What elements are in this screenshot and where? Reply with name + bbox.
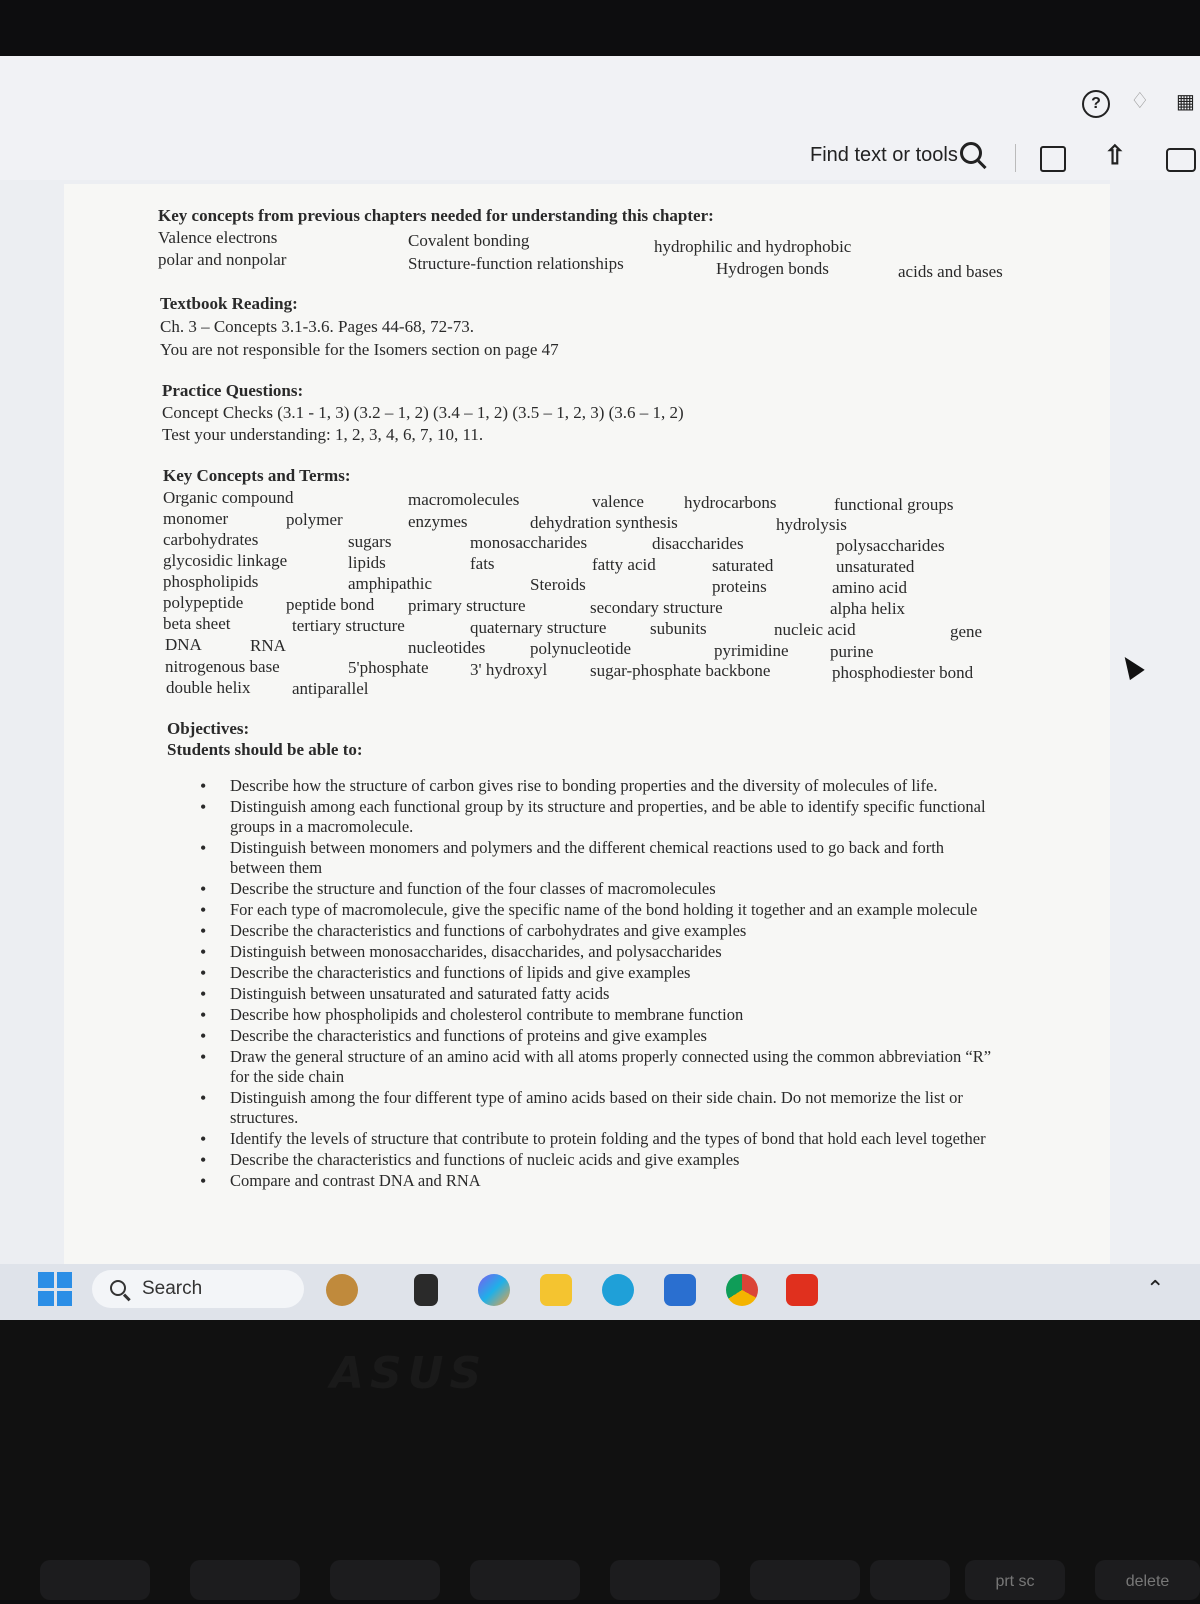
term: fats xyxy=(470,554,495,573)
term: double helix xyxy=(166,678,251,697)
objective-item: • Draw the general structure of an amino acid with all atoms properly connected using the common abbreviation “R” for the side chain xyxy=(200,1047,1000,1087)
pdf-toolbar xyxy=(0,56,1200,180)
term: enzymes xyxy=(408,512,468,531)
term: amino acid xyxy=(832,578,908,597)
term: monomer xyxy=(163,509,229,528)
cloud-upload-icon[interactable]: ⇧ xyxy=(1104,140,1126,170)
objectives-list xyxy=(200,776,1000,1192)
term: dehydration synthesis xyxy=(530,513,678,532)
term: valence xyxy=(592,492,644,511)
prereq-term: polar and nonpolar xyxy=(158,250,287,269)
term: Organic compound xyxy=(163,488,294,507)
term: primary structure xyxy=(408,596,526,615)
term: polynucleotide xyxy=(530,639,632,658)
term: secondary structure xyxy=(590,598,723,617)
term: pyrimidine xyxy=(714,641,789,660)
keyboard-key xyxy=(470,1560,580,1600)
keyboard-key xyxy=(40,1560,150,1600)
prereq-term: Structure-function relationships xyxy=(408,254,624,273)
objective-item: • Describe the characteristics and functions of lipids and give examples xyxy=(200,963,1000,983)
objective-item: • Describe how phospholipids and cholesterol contribute to membrane function xyxy=(200,1005,1000,1025)
term: polymer xyxy=(286,510,343,529)
keyboard-key xyxy=(190,1560,300,1600)
term: carbohydrates xyxy=(163,530,259,549)
objective-item: • For each type of macromolecule, give the specific name of the bond holding it together and an example molecule xyxy=(200,900,1000,920)
term: DNA xyxy=(165,635,202,654)
bell-icon[interactable]: ♢ xyxy=(1130,88,1150,113)
objective-item: • Describe the structure and function of the four classes of macromolecules xyxy=(200,879,1000,899)
term: unsaturated xyxy=(836,557,915,576)
term: purine xyxy=(830,642,874,661)
term: fatty acid xyxy=(592,555,656,574)
printer-icon[interactable] xyxy=(1166,148,1196,172)
prereq-term: hydrophilic and hydrophobic xyxy=(654,237,852,256)
term: nucleic acid xyxy=(774,620,856,639)
objective-item: • Describe the characteristics and functions of nucleic acids and give examples xyxy=(200,1150,1000,1170)
reading-line: You are not responsible for the Isomers section on page 47 xyxy=(160,340,559,359)
find-text-tools[interactable]: Find text or tools xyxy=(810,144,958,166)
term: quaternary structure xyxy=(470,618,607,637)
keyboard-key xyxy=(750,1560,860,1600)
term: hydrolysis xyxy=(776,515,847,534)
term: gene xyxy=(950,622,983,641)
store-icon[interactable] xyxy=(664,1274,696,1306)
objective-item: • Describe the characteristics and functions of carbohydrates and give examples xyxy=(200,921,1000,941)
term: hydrocarbons xyxy=(684,493,777,512)
term: functional groups xyxy=(834,495,954,514)
edge-icon[interactable] xyxy=(602,1274,634,1306)
term: nucleotides xyxy=(408,638,486,657)
objective-item: • Compare and contrast DNA and RNA xyxy=(200,1171,1000,1191)
search-icon xyxy=(110,1280,126,1296)
brand-logo: ASUS xyxy=(330,1348,488,1399)
viewer-gutter xyxy=(1110,180,1200,1320)
objective-item: • Distinguish between unsaturated and saturated fatty acids xyxy=(200,984,1000,1004)
term: phospholipids xyxy=(163,572,259,591)
term: polysaccharides xyxy=(836,536,945,555)
prereq-term: Valence electrons xyxy=(158,228,278,247)
term: disaccharides xyxy=(652,534,744,553)
taskbar-search-label[interactable]: Search xyxy=(142,1278,203,1299)
term: 5'phosphate xyxy=(348,658,429,677)
term: polypeptide xyxy=(163,593,244,612)
apps-grid-icon[interactable]: ▦ xyxy=(1176,91,1195,113)
term: macromolecules xyxy=(408,490,520,509)
file-explorer-icon[interactable] xyxy=(414,1274,438,1306)
practice-line: Test your understanding: 1, 2, 3, 4, 6, 7, 10, 11. xyxy=(162,425,484,444)
chevron-up-icon[interactable]: ⌃ xyxy=(1146,1276,1165,1301)
term: beta sheet xyxy=(163,614,231,633)
windows-start-icon[interactable] xyxy=(38,1272,72,1306)
objective-item: • Distinguish between monomers and polymers and the different chemical reactions used to go back and forth between them xyxy=(200,838,1000,878)
objective-item: • Distinguish among the four different type of amino acids based on their side chain. Do not memorize the list or structures. xyxy=(200,1088,1000,1128)
delete-key: delete xyxy=(1095,1560,1200,1600)
practice-line: Concept Checks (3.1 - 1, 3) (3.2 – 1, 2) (3.4 – 1, 2) (3.5 – 1, 2, 3) (3.6 – 1, 2) xyxy=(162,403,684,422)
keyboard-key xyxy=(610,1560,720,1600)
objective-item: • Distinguish among each functional group by its structure and properties, and be able to identify specific functional groups in a macromolecule. xyxy=(200,797,1000,837)
term: alpha helix xyxy=(830,599,906,618)
term: glycosidic linkage xyxy=(163,551,288,570)
toolbar-divider xyxy=(1015,144,1016,172)
term: amphipathic xyxy=(348,574,433,593)
term: proteins xyxy=(712,577,767,596)
widgets-icon[interactable] xyxy=(326,1274,358,1306)
term: phosphodiester bond xyxy=(832,663,974,682)
term: tertiary structure xyxy=(292,616,405,635)
acrobat-icon[interactable] xyxy=(786,1274,818,1306)
term: nitrogenous base xyxy=(165,657,280,676)
copilot-icon[interactable] xyxy=(478,1274,510,1306)
practice-heading: Practice Questions: xyxy=(162,381,304,400)
term: peptide bond xyxy=(286,595,375,614)
terms-heading: Key Concepts and Terms: xyxy=(163,466,351,485)
term: lipids xyxy=(348,553,386,572)
help-circle-icon[interactable]: ? xyxy=(1082,90,1110,118)
objective-item: • Identify the levels of structure that contribute to protein folding and the types of bond that hold each level together xyxy=(200,1129,1000,1149)
keyboard-key xyxy=(870,1560,950,1600)
chrome-icon[interactable] xyxy=(726,1274,758,1306)
objective-item: • Describe how the structure of carbon gives rise to bonding properties and the diversity of molecules of life. xyxy=(200,776,1000,796)
folder-icon[interactable] xyxy=(540,1274,572,1306)
term: sugars xyxy=(348,532,392,551)
term: 3' hydroxyl xyxy=(470,660,548,679)
save-icon[interactable] xyxy=(1040,146,1066,172)
term: saturated xyxy=(712,556,774,575)
search-icon[interactable] xyxy=(960,142,982,164)
term: Steroids xyxy=(530,575,586,594)
keyboard-key xyxy=(330,1560,440,1600)
term: subunits xyxy=(650,619,707,638)
prtsc-key: prt sc xyxy=(965,1560,1065,1600)
prereq-term: Covalent bonding xyxy=(408,231,530,250)
laptop-bezel xyxy=(0,1320,1200,1600)
term: antiparallel xyxy=(292,679,369,698)
term: RNA xyxy=(250,636,286,655)
prereq-heading: Key concepts from previous chapters needed for understanding this chapter: xyxy=(158,206,714,225)
objective-item: • Describe the characteristics and functions of proteins and give examples xyxy=(200,1026,1000,1046)
objective-item: • Distinguish between monosaccharides, disaccharides, and polysaccharides xyxy=(200,942,1000,962)
term: monosaccharides xyxy=(470,533,588,552)
term: sugar-phosphate backbone xyxy=(590,661,771,680)
reading-heading: Textbook Reading: xyxy=(160,294,298,313)
objectives-heading: Objectives: xyxy=(167,719,250,738)
objectives-subheading: Students should be able to: xyxy=(167,740,363,759)
reading-line: Ch. 3 – Concepts 3.1-3.6. Pages 44-68, 72-73. xyxy=(160,317,475,336)
prereq-term: acids and bases xyxy=(898,262,1003,281)
prereq-term: Hydrogen bonds xyxy=(716,259,829,278)
